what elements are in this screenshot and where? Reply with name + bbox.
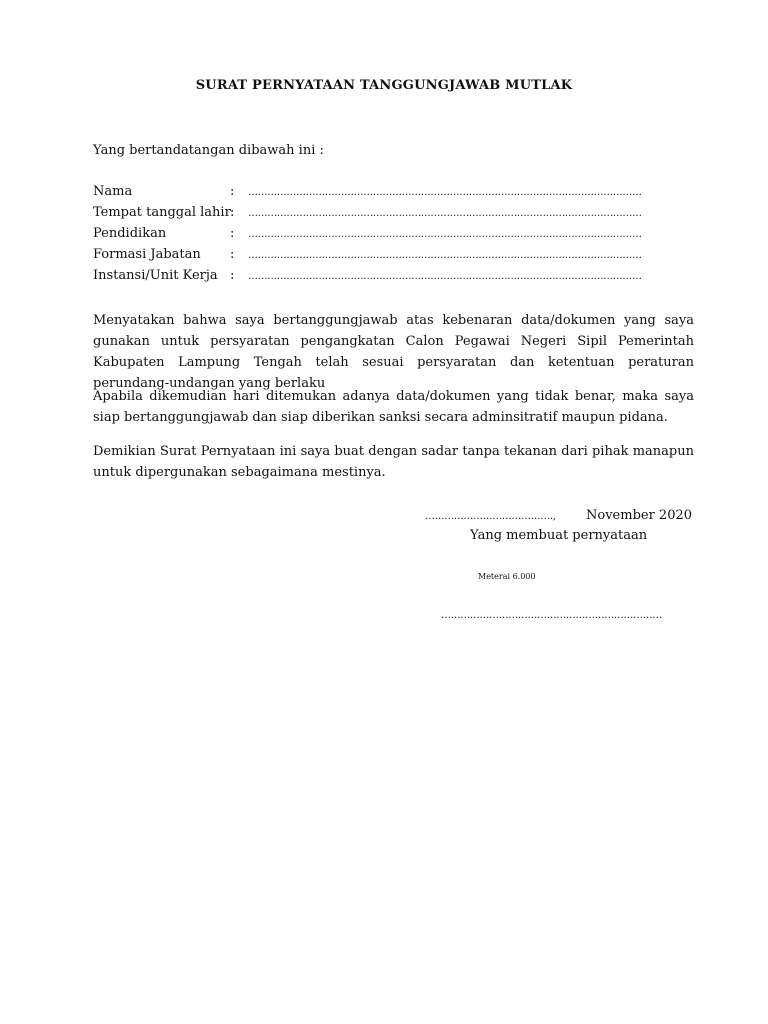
place-date-line	[425, 508, 693, 523]
intro-text: Yang bertandatangan dibawah ini :	[93, 143, 324, 158]
field-row-instansi-unit-kerja	[93, 268, 695, 289]
field-colon: :	[230, 268, 235, 283]
stamp-label: Meterai 6.000	[478, 572, 536, 581]
field-label: Tempat tanggal lahir	[93, 205, 231, 220]
closing-paragraph: Demikian Surat Pernyataan ini saya buat dengan sadar tanpa tekanan dari pihak manapun untuk dipergunakan sebagaimana mestinya.	[93, 444, 694, 480]
field-label: Instansi/Unit Kerja	[93, 268, 218, 283]
field-value-placeholder: ……………………………………………………………………………………………………………	[248, 229, 642, 240]
field-colon: :	[230, 226, 235, 241]
signature-placeholder: ……………………………………………………………	[441, 610, 662, 621]
field-label: Nama	[93, 184, 133, 199]
identity-fields	[93, 184, 695, 289]
field-value-placeholder: ……………………………………………………………………………………………………………	[248, 250, 642, 261]
field-row-tempat-tanggal-lahir	[93, 205, 695, 226]
field-row-pendidikan	[93, 226, 695, 247]
date-text: November 2020	[586, 508, 693, 523]
field-row-formasi-jabatan	[93, 247, 695, 268]
field-value-placeholder: ……………………………………………………………………………………………………………	[248, 208, 642, 219]
field-colon: :	[230, 247, 235, 262]
statement-paragraph: Menyatakan bahwa saya bertanggungjawab atas kebenaran data/dokumen yang saya gunakan untuk persyaratan pengangkatan Calon Pegawai Negeri Sipil Pemerintah Kabupaten Lampung Tengah telah sesuai persyaratan dan ketentuan peraturan perundang-undangan yang berlaku	[93, 313, 694, 391]
field-row-nama	[93, 184, 695, 205]
field-value-placeholder: ……………………………………………………………………………………………………………	[248, 271, 642, 282]
document-title: SURAT PERNYATAAN TANGGUNGJAWAB MUTLAK	[195, 78, 573, 93]
field-label: Pendidikan	[93, 226, 167, 241]
field-colon: :	[230, 205, 235, 220]
place-placeholder: ………………………………….,	[425, 511, 556, 522]
field-label: Formasi Jabatan	[93, 247, 201, 262]
field-value-placeholder: ……………………………………………………………………………………………………………	[248, 187, 642, 198]
field-colon: :	[230, 184, 235, 199]
signer-label: Yang membuat pernyataan	[470, 528, 648, 543]
liability-paragraph: Apabila dikemudian hari ditemukan adanya data/dokumen yang tidak benar, maka saya siap bertanggungjawab dan siap diberikan sanksi secara adminsitratif maupun pidana.	[93, 389, 694, 425]
